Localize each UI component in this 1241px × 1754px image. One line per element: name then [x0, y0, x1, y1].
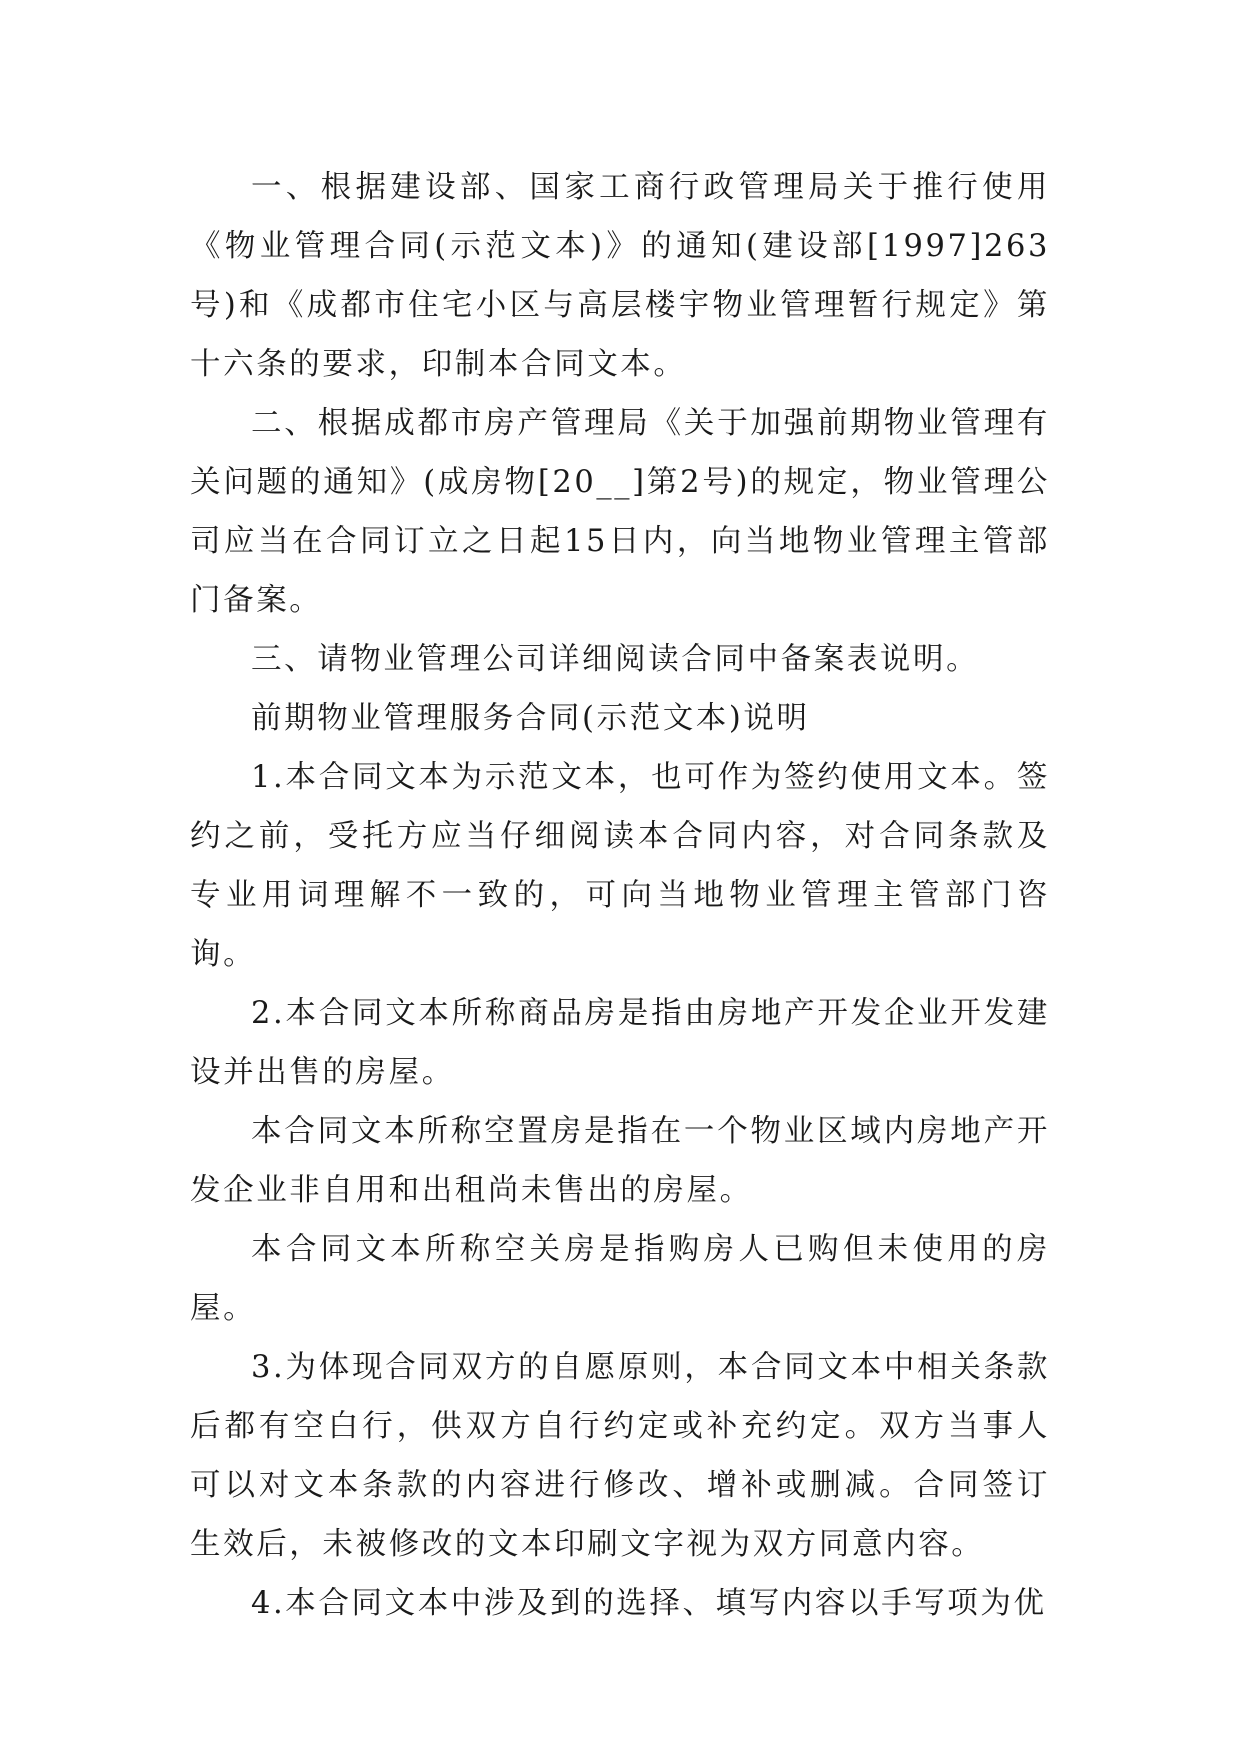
- paragraph-intro-3: 三、请物业管理公司详细阅读合同中备案表说明。: [251, 642, 980, 677]
- paragraph-intro-1: 一、根据建设部、国家工商行政管理局关于推行使用《物业管理合同(示范文本)》的通知(建设部[1997]263号)和《成都市住宅小区与高层楼宇物业管理暂行规定》第十六条的要求，印制本合同文本。: [190, 170, 1050, 382]
- paragraph-intro-2: 二、根据成都市房产管理局《关于加强前期物业管理有关问题的通知》(成房物[20__]第2号)的规定，物业管理公司应当在合同订立之日起15日内，向当地物业管理主管部门备案。: [190, 406, 1050, 618]
- paragraph-item-1: 1.本合同文本为示范文本，也可作为签约使用文本。签约之前，受托方应当仔细阅读本合同内容，对合同条款及专业用词理解不一致的，可向当地物业管理主管部门咨询。: [190, 760, 1050, 972]
- section-heading: 前期物业管理服务合同(示范文本)说明: [251, 701, 810, 736]
- paragraph-item-4: 4.本合同文本中涉及到的选择、填写内容以手写项为优: [251, 1586, 1047, 1621]
- paragraph-item-3: 3.为体现合同双方的自愿原则，本合同文本中相关条款后都有空白行，供双方自行约定或补充约定。双方当事人可以对文本条款的内容进行修改、增补或删减。合同签订生效后，未被修改的文本印刷文字视为双方同意内容。: [190, 1350, 1050, 1562]
- document-body: [190, 158, 1050, 1633]
- paragraph-item-2: 2.本合同文本所称商品房是指由房地产开发企业开发建设并出售的房屋。: [190, 996, 1050, 1090]
- paragraph-item-2-unused: 本合同文本所称空关房是指购房人已购但未使用的房屋。: [190, 1232, 1050, 1326]
- paragraph-item-2-vacant: 本合同文本所称空置房是指在一个物业区域内房地产开发企业非自用和出租尚未售出的房屋。: [190, 1114, 1050, 1208]
